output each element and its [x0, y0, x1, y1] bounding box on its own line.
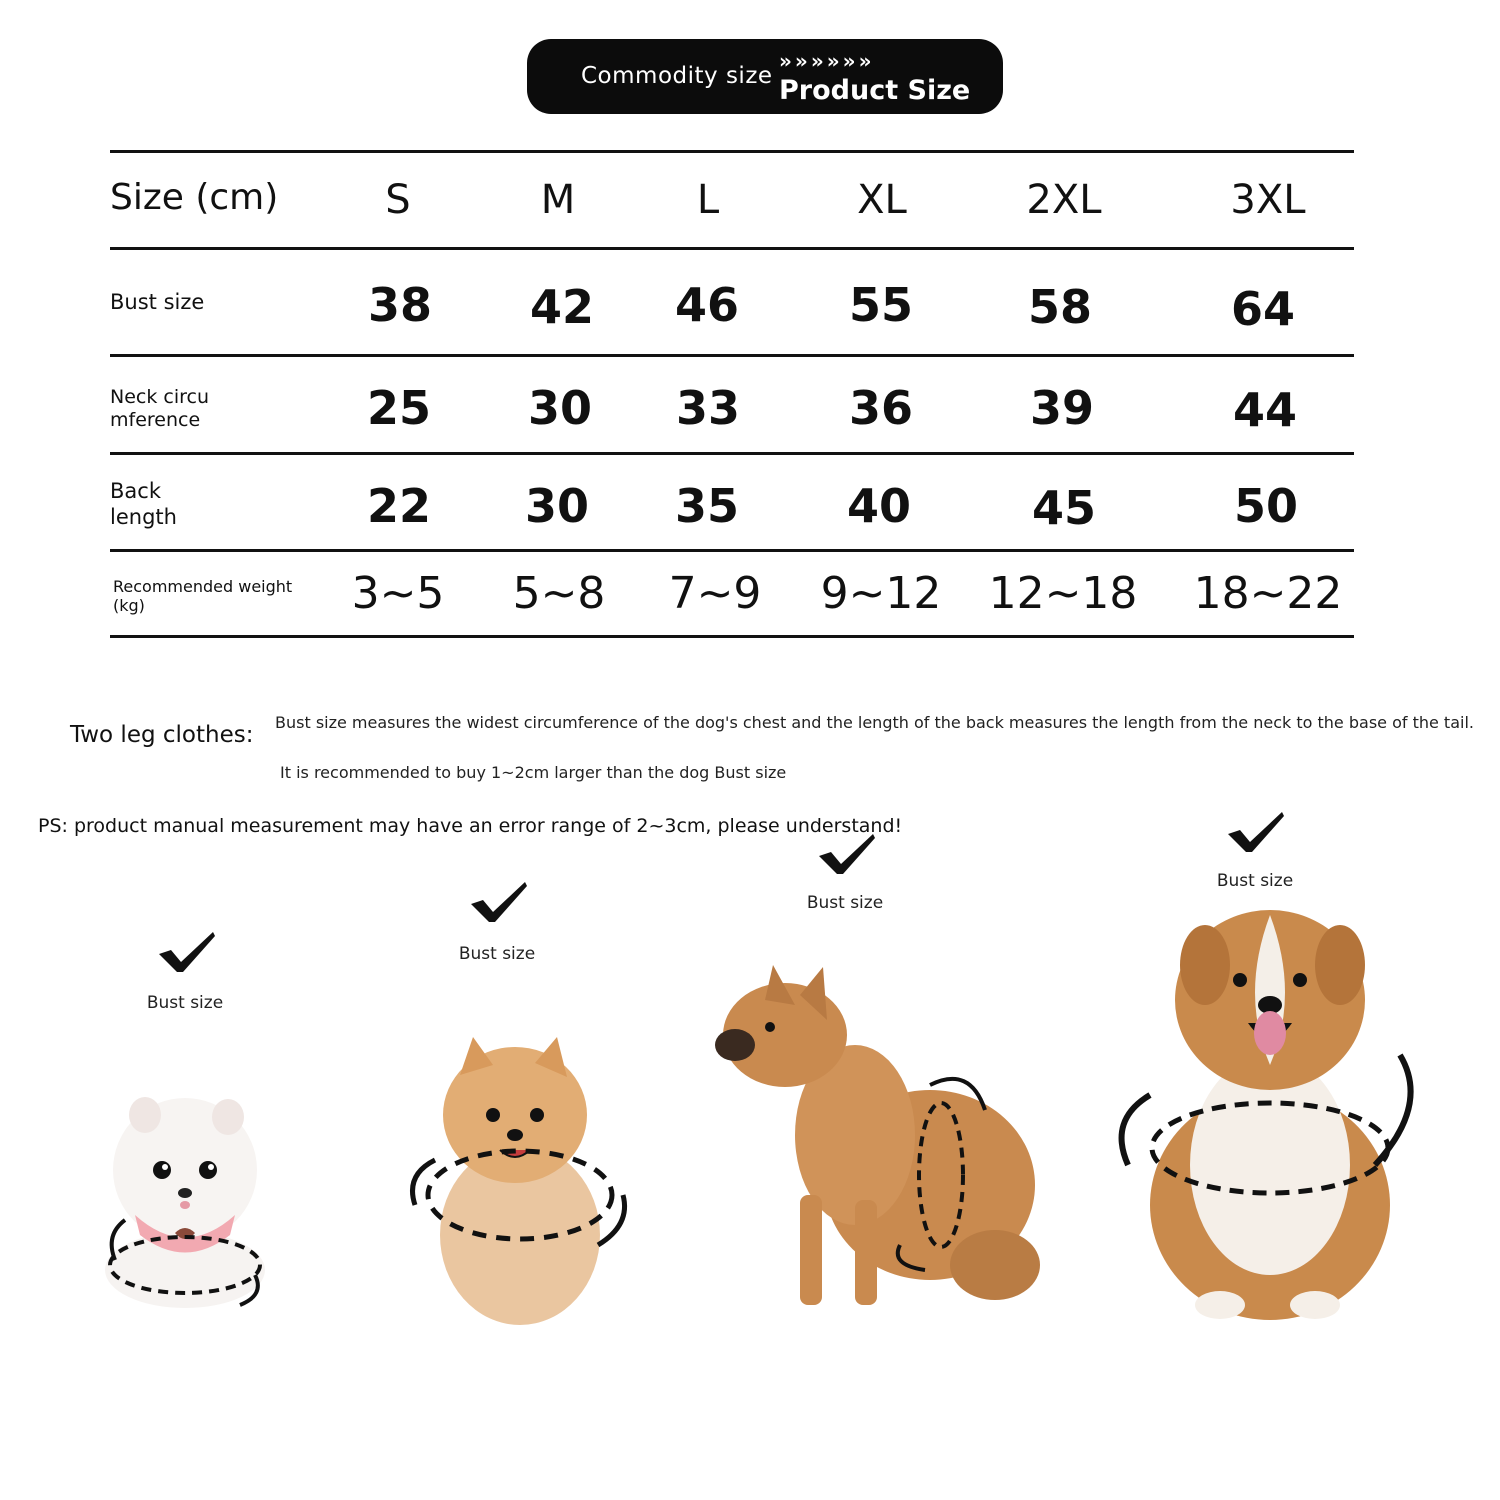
neck-l: 33: [675, 381, 741, 435]
bust-size-label: Bust size: [146, 993, 224, 1013]
neck-3xl: 44: [1232, 383, 1298, 437]
table-rule: [110, 354, 1354, 357]
long-haired-dog-illustration: [1110, 905, 1420, 1325]
row-label-neck-line2: mference: [110, 409, 201, 431]
size-header-3xl: 3XL: [1230, 177, 1306, 223]
size-header-l: L: [696, 177, 720, 223]
white-pomeranian-illustration: [90, 1085, 280, 1310]
bust-size-label: Bust size: [458, 944, 536, 964]
neck-s: 25: [366, 381, 432, 435]
back-xl: 40: [846, 479, 912, 533]
neck-xl: 36: [848, 381, 914, 435]
weight-xl: 9~12: [820, 568, 942, 619]
check-icon: [157, 930, 217, 974]
check-icon: [817, 832, 877, 876]
weight-3xl: 18~22: [1193, 568, 1343, 619]
table-rule: [110, 150, 1354, 153]
neck-m: 30: [527, 381, 593, 435]
back-2xl: 45: [1031, 481, 1097, 535]
size-header-2xl: 2XL: [1026, 177, 1102, 223]
bust-size-label: Bust size: [1216, 871, 1294, 891]
bust-size-label: Bust size: [806, 893, 884, 913]
size-header-m: M: [540, 177, 576, 223]
row-label-bust: Bust size: [110, 290, 205, 314]
table-rule: [110, 635, 1354, 638]
weight-s: 3~5: [351, 568, 445, 619]
weight-2xl: 12~18: [988, 568, 1138, 619]
pomeranian-illustration: [405, 1035, 635, 1330]
size-unit-header: Size (cm): [110, 177, 279, 218]
row-label-weight-line2: (kg): [113, 596, 145, 615]
row-label-neck: [110, 386, 209, 432]
notes-ps-disclaimer: PS: product manual measurement may have an error range of 2~3cm, please understand!: [38, 815, 903, 837]
bust-3xl: 64: [1230, 282, 1296, 336]
bust-l: 46: [674, 278, 740, 332]
back-s: 22: [366, 479, 432, 533]
title-banner: [527, 39, 1003, 114]
notes-measure-instructions: Bust size measures the widest circumference of the dog's chest and the length of the back measures the length from the neck to the base of the tail.: [275, 713, 1474, 732]
double-chevron-icons: »»»»»»: [779, 49, 875, 73]
table-rule: [110, 452, 1354, 455]
neck-2xl: 39: [1029, 381, 1095, 435]
weight-m: 5~8: [512, 568, 606, 619]
table-rule: [110, 549, 1354, 552]
size-header-xl: XL: [857, 177, 907, 223]
back-m: 30: [524, 479, 590, 533]
back-3xl: 50: [1233, 479, 1299, 533]
row-label-back-line1: Back: [110, 479, 161, 503]
bust-m: 42: [529, 280, 595, 334]
bust-s: 38: [367, 278, 433, 332]
check-icon: [1226, 810, 1286, 854]
table-rule: [110, 247, 1354, 250]
weight-l: 7~9: [668, 568, 762, 619]
banner-product-size: Product Size: [779, 75, 971, 106]
row-label-weight-line1: Recommended weight: [113, 577, 293, 596]
row-label-back: [110, 478, 177, 530]
french-bulldog-illustration: [715, 965, 1045, 1315]
check-icon: [469, 880, 529, 924]
row-label-weight: [113, 577, 292, 615]
row-label-back-line2: length: [110, 505, 177, 529]
row-label-neck-line1: Neck circu: [110, 386, 209, 408]
back-l: 35: [674, 479, 740, 533]
size-header-s: S: [385, 177, 411, 223]
notes-title: Two leg clothes:: [70, 722, 254, 748]
banner-commodity-size: Commodity size: [581, 63, 773, 89]
notes-buy-recommendation: It is recommended to buy 1~2cm larger than the dog Bust size: [280, 763, 787, 782]
bust-xl: 55: [848, 278, 914, 332]
bust-2xl: 58: [1027, 280, 1093, 334]
